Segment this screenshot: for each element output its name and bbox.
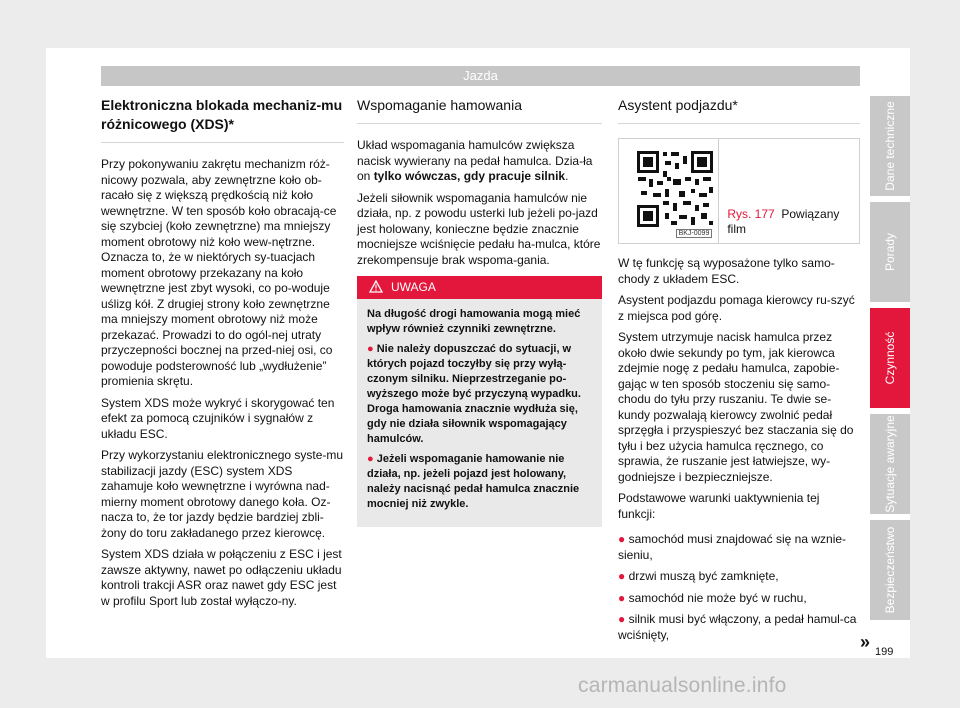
warning-box [357, 276, 602, 527]
xds-heading: Elektroniczna blokada mechaniz-mu różnicowego (XDS)* [101, 96, 344, 143]
warning-title: UWAGA [391, 280, 436, 294]
hill-hold-paragraph: W tę funkcję są wyposażone tylko samo-chody z układem ESC. [618, 256, 835, 286]
hill-hold-heading: Asystent podjazdu* [618, 96, 860, 124]
column-brake-assist [357, 96, 602, 527]
qr-cell [619, 139, 719, 243]
column-xds [101, 96, 344, 615]
hill-hold-paragraph: Podstawowe warunki uaktywnienia tej funkcji: [618, 491, 820, 521]
warning-item-text: Nie należy dopuszczać do sytuacji, w których pojazd toczyłby się przy wyłą-czonym silniku. Nieprzestrzeganie po-wyższego może być przyczyną wypadku. Droga hamowania znacznie wydłuża się, gdy nie działa siłownik wspomagający hamulców. [367, 343, 581, 445]
condition-text: samochód nie może być w ruchu, [628, 590, 807, 605]
condition-item [618, 569, 860, 585]
bullet-icon: ● [618, 532, 626, 546]
tab-label: Bezpieczeństwo [883, 526, 897, 614]
bullet-icon: ● [618, 569, 626, 583]
condition-item [618, 591, 860, 607]
xds-paragraph: Przy pokonywaniu zakrętu mechanizm róż-nicowy pozwala, aby zewnętrzne koło ob-racało się z większą prędkością niż koło wewnętrzne. W ten sposób koło obracają-ce się szybciej (koło zewnętrzne) ma mniejszy moment obrotowy niż koło wew-nętrzne. Oznacza to, że w niektórych sy-tuacjach moment obrotowy przekazany na koło wewnętrzne jest zbyt wysoki, co po-woduje uślizg kół. Z drugiej strony koło zewnętrzne ma mniejszy moment obrotowy niż może przekazać. Prowadzi to do ogól-nej utraty przyczepności bocznej na przed-niej osi, co powoduje podsterowność lub „wydłużenie” promienia skrętu. [101, 157, 337, 388]
tab-dane-techniczne[interactable] [870, 96, 910, 196]
watermark: carmanualsonline.info [578, 674, 787, 697]
continue-icon: » [860, 632, 871, 652]
text-run: Układ wspomagania hamulców zwiększa nacisk wywierany na pedał hamulca. Dzia-ła on [357, 138, 593, 183]
warning-triangle-icon [369, 278, 383, 301]
figure-caption-text: Powiązany film [727, 207, 840, 236]
bullet-icon: ● [618, 612, 626, 626]
condition-item [618, 612, 860, 643]
brake-assist-paragraph [357, 138, 602, 185]
hill-hold-paragraph: Asystent podjazdu pomaga kierowcy ru-szyć z miejsca pod górę. [618, 293, 855, 323]
figure-code: BKJ-0099 [676, 229, 713, 238]
tab-label: Sytuacje awaryjne [883, 415, 897, 513]
brake-assist-paragraph: Jeżeli siłownik wspomagania hamulców nie działa, np. z powodu usterki lub jeżeli po-jazd jest holowany, konieczne będzie znacznie mocniejsze wciśnięcie pedału ha-mulca, które zrekompensuje brak wspoma-gania. [357, 190, 601, 267]
xds-paragraph: System XDS działa w połączeniu z ESC i jest zawsze aktywny, nawet po odłączeniu układu kontroli trakcji ASR oraz nawet gdy ESC jest w profilu Sport lub został wyłączo-ny. [101, 547, 342, 608]
text-run: . [565, 169, 569, 183]
warning-item [367, 452, 592, 512]
warning-header [357, 276, 602, 299]
bullet-icon: ● [367, 453, 374, 465]
tab-sytuacje-awaryjne[interactable] [870, 414, 910, 514]
warning-item [367, 342, 592, 447]
figure-caption [719, 139, 859, 243]
bullet-icon: ● [618, 590, 626, 605]
bold-text: tylko wówczas, gdy pracuje silnik [373, 169, 566, 183]
warning-item-text: Jeżeli wspomaganie hamowanie nie działa, np. jeżeli pojazd jest holowany, należy nacisnąć pedał hamulca znacznie mocniej niż zwykle. [367, 453, 580, 510]
bullet-icon: ● [367, 343, 374, 355]
hill-hold-paragraph: System utrzymuje nacisk hamulca przez około dwie sekundy po tym, jak kierowca zdejmie nogę z pedału hamulca, zapobie-gając w ten sposób stoczeniu się samo-chodu do tyłu przy ruszaniu. Te dwie se-kundy pozwalają kierowcy zwolnić pedał sprzęgła i przyspieszyć bez staczania się do tyłu i bez użycia hamulca ręcznego, co sprawia, że ruszanie jest łatwiejsze, wy-godniejsze i bezpieczniejsze. [618, 330, 854, 484]
column-hill-hold [618, 96, 860, 649]
tab-bezpieczenstwo[interactable] [870, 520, 910, 620]
tab-label: Czynność [883, 331, 897, 385]
page-number: 199 [875, 646, 894, 658]
warning-intro: Na długość drogi hamowania mogą mieć wpływ również czynniki zewnętrzne. [367, 308, 581, 335]
tab-porady[interactable] [870, 202, 910, 302]
tab-label: Porady [883, 232, 897, 272]
tab-label: Dane techniczne [883, 101, 897, 191]
xds-paragraph: System XDS może wykryć i skorygować ten efekt za pomocą czujników i sygnałów z układu ESC. [101, 395, 335, 441]
section-header: Jazda [101, 66, 860, 86]
condition-text: silnik musi być włączony, a pedał hamul-ca wciśnięty, [618, 612, 857, 642]
warning-body [357, 299, 602, 527]
condition-item [618, 532, 860, 563]
figure-box [618, 138, 860, 244]
qr-code-icon[interactable] [635, 149, 715, 229]
tab-czynnosc[interactable] [870, 308, 910, 408]
xds-paragraph: Przy wykorzystaniu elektronicznego syste-mu stabilizacji jazdy (ESC) system XDS zahamuje koło wewnętrzne i wyrówna nad-mierny moment obrotowy danego koła. Oz-nacza to, że tor jazdy będzie bardziej zbli-żony do toru zakładanego przez kierowcę. [101, 448, 344, 540]
condition-text: samochód musi znajdować się na wznie-sieniu, [618, 532, 847, 562]
condition-text: drzwi muszą być zamknięte, [628, 569, 779, 583]
chapter-tabs [870, 96, 910, 626]
brake-assist-heading: Wspomaganie hamowania [357, 96, 602, 124]
figure-number: Rys. 177 [727, 207, 775, 221]
